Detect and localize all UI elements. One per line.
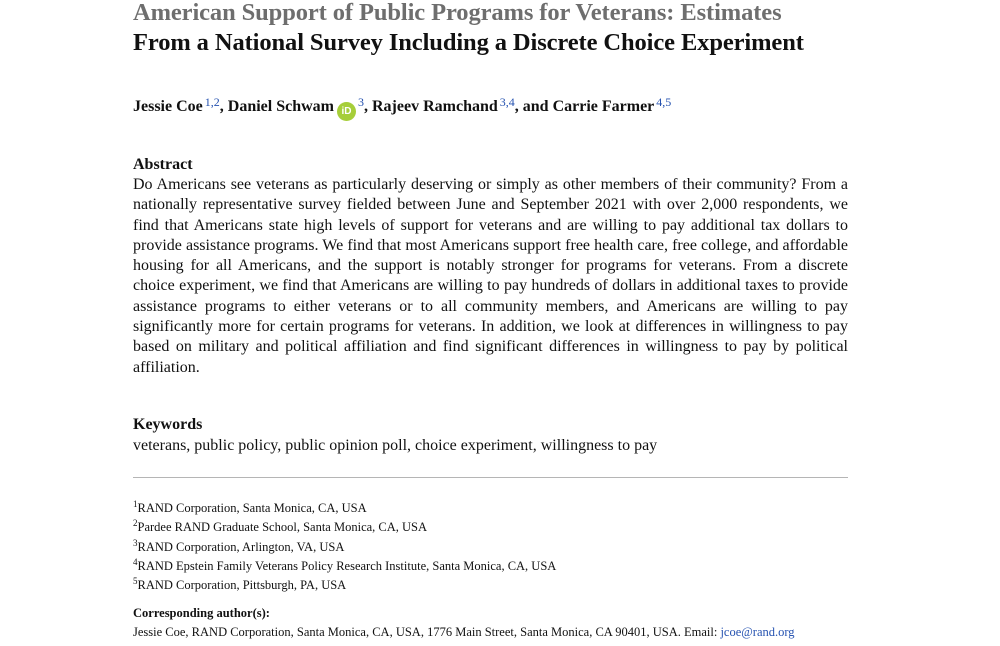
author-name: Carrie Farmer — [552, 98, 655, 115]
author-affiliation-ref[interactable]: 4,5 — [656, 95, 672, 109]
author-name: Jessie Coe — [133, 98, 203, 115]
affiliation-text: RAND Epstein Family Veterans Policy Research Institute, Santa Monica, CA, USA — [137, 558, 557, 573]
author-separator: , and — [514, 98, 553, 115]
keywords-heading: Keywords — [133, 416, 203, 433]
affiliation-text: RAND Corporation, Arlington, VA, USA — [137, 539, 345, 554]
affiliation-text: RAND Corporation, Pittsburgh, PA, USA — [137, 578, 347, 593]
author-separator: , — [364, 98, 372, 115]
paper-first-page — [133, 0, 848, 639]
author-affiliation-ref[interactable]: 3 — [358, 95, 364, 109]
author-affiliation-ref[interactable]: 1,2 — [204, 95, 220, 109]
affiliation-item — [133, 572, 848, 591]
author-name: Daniel Schwam — [227, 98, 334, 115]
corresponding-author-section — [133, 604, 848, 642]
abstract-section — [133, 155, 848, 378]
author-affiliation-ref[interactable]: 3,4 — [499, 95, 515, 109]
keywords-body: veterans, public policy, public opinion poll, choice experiment, willingness to pay — [133, 437, 658, 454]
affiliation-item — [133, 514, 848, 533]
abstract-heading: Abstract — [133, 156, 193, 173]
title-line-1: American Support of Public Programs for Veterans: Estimates — [133, 0, 782, 26]
corresponding-author-details — [133, 622, 848, 642]
affiliation-item — [133, 534, 848, 553]
abstract-body: Do Americans see veterans as particularly deserving or simply as other members of their community? From a nationally representative survey fielded between June and September 2021 with over 2,000 respondents, we find that Americans state high levels of support for veterans and are willing to pay additional tax dollars to provide assistance programs. We find that most Americans support free health care, free college, and affordable housing for all Americans, and the support is notably stronger for programs for veterans. From a discrete choice experiment, we find that Americans are willing to pay hundreds of dollars in additional taxes to provide assistance programs to either veterans or to all community members, and Americans are willing to pay significantly more for certain programs for veterans. In addition, we look at differences in willingness to pay based on military and political affiliation and find significant differences in willingness to pay by political affiliation. — [133, 176, 848, 376]
author-list — [133, 95, 671, 121]
email-link[interactable]: jcoe@rand.org — [720, 625, 795, 639]
title-line-2: From a National Survey Including a Discrete Choice Experiment — [133, 29, 804, 56]
affiliation-text: RAND Corporation, Santa Monica, CA, USA — [137, 501, 367, 515]
affiliation-list — [133, 495, 848, 591]
affiliation-number: 3 — [133, 537, 138, 548]
footnote-divider — [133, 477, 848, 478]
corresponding-author-heading: Corresponding author(s): — [133, 606, 270, 620]
keywords-section — [133, 415, 848, 457]
affiliation-text: Pardee RAND Graduate School, Santa Monica, CA, USA — [137, 520, 428, 535]
affiliation-number: 1 — [133, 499, 138, 509]
affiliation-item — [133, 495, 848, 514]
paper-title — [133, 0, 848, 58]
affiliation-number: 2 — [133, 518, 138, 529]
affiliation-item — [133, 553, 848, 572]
affiliation-number: 4 — [133, 556, 138, 567]
affiliation-number: 5 — [133, 576, 138, 587]
orcid-icon[interactable]: iD — [337, 102, 356, 121]
author-name: Rajeev Ramchand — [372, 98, 498, 115]
author-separator: , — [219, 98, 228, 115]
corresponding-author-text: Jessie Coe, RAND Corporation, Santa Monica, CA, USA, 1776 Main Street, Santa Monica, CA 90401, USA. Email: — [133, 625, 721, 639]
